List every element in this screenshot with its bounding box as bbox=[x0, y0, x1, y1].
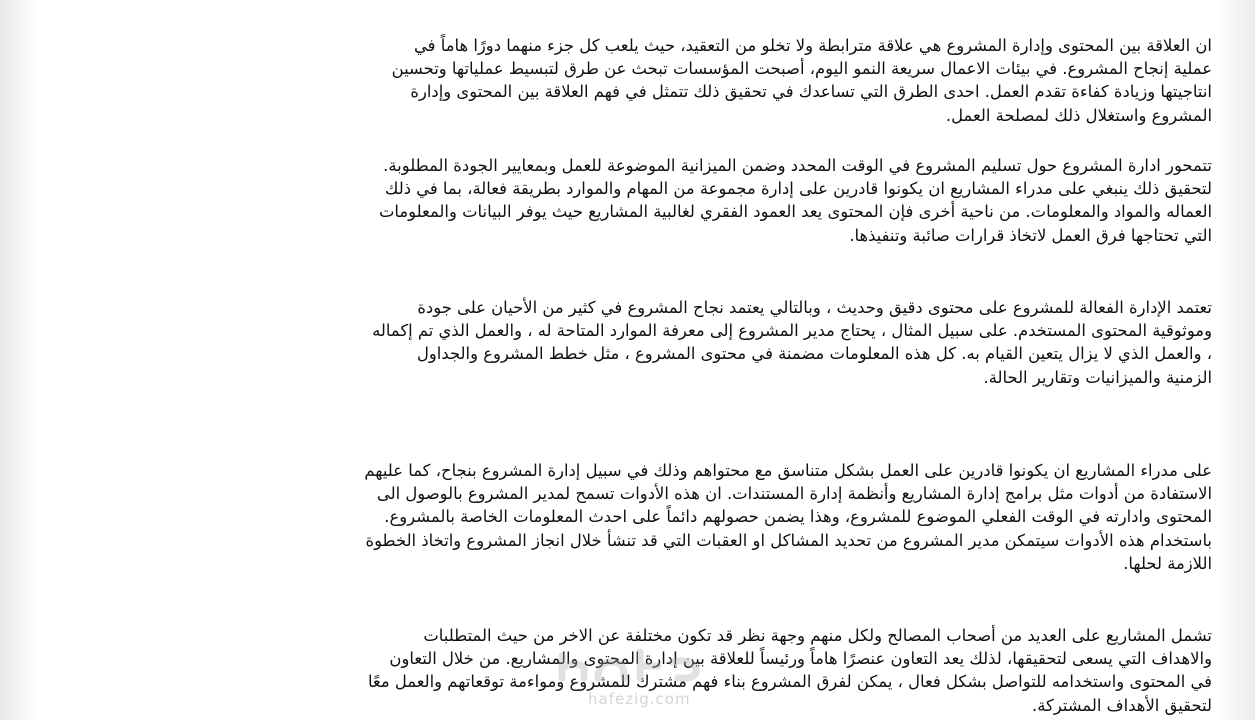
paragraph-1 bbox=[92, 34, 1212, 127]
paragraph-line: عملية إنجاح المشروع. في بيئات الاعمال سريعة النمو اليوم، أصبحت المؤسسات تبحث عن طرق لتبسيط عملياتها وتحسين bbox=[391, 59, 1212, 79]
paragraph-2 bbox=[92, 154, 1212, 247]
paragraph-line: تتمحور ادارة المشروع حول تسليم المشروع في الوقت المحدد وضمن الميزانية الموضوعة للعمل وبمعايير الجودة المطلوبة. bbox=[383, 156, 1212, 175]
paragraph-line: ان العلاقة بين المحتوى وإدارة المشروع هي علاقة مترابطة ولا تخلو من التعقيد، حيث يلعب كل جزء منهما دورًا هاماً في bbox=[414, 36, 1212, 55]
paragraph-line: باستخدام هذه الأدوات سيتمكن مدير المشروع من تحديد المشاكل او العقبات التي قد تنشأ خلال انجاز المشروع واتخاذ الخطوة bbox=[365, 530, 1212, 550]
paragraph-line: في المحتوى واستخدامه للتواصل بشكل فعال ، يمكن لفرق المشروع بناء فهم مشترك للمشروع ومواءمة توقعاتهم والعمل معًا bbox=[367, 672, 1212, 692]
paragraph-line: ، والعمل الذي لا يزال يتعين القيام به. كل هذه المعلومات مضمنة في محتوى المشروع ، مثل خطط المشروع والجداول bbox=[416, 344, 1212, 364]
paragraph-line: الاستفادة من أدوات مثل برامج إدارة المشاريع وأنظمة إدارة المستندات. ان هذه الأدوات تسمح لمدير المشروع بالوصول الى bbox=[376, 484, 1212, 504]
paragraph-line: وموثوقية المحتوى المستخدم. على سبيل المثال ، يحتاج مدير المشروع إلى معرفة الموارد المتاحة له ، والعمل الذي تم إكماله bbox=[372, 321, 1212, 341]
paragraph-line: التي تحتاجها فرق العمل لاتخاذ قرارات صائبة وتنفيذها. bbox=[849, 225, 1212, 245]
paragraph-line: لتحقيق الأهداف المشتركة. bbox=[1032, 695, 1212, 715]
paragraph-3 bbox=[92, 296, 1212, 389]
paragraph-line: اللازمة لحلها. bbox=[1123, 553, 1212, 573]
paragraph-line: والاهداف التي يسعى لتحقيقها، لذلك يعد التعاون عنصرًا هاماً ورئيساً للعلاقة بين إدارة المحتوى والمشاريع. من خلال التعاون bbox=[389, 649, 1212, 669]
paragraph-line: لتحقيق ذلك ينبغي على مدراء المشاريع ان يكونوا قادرين على إدارة مجموعة من المهام والموارد بطريقة فعالة، بما في ذلك bbox=[384, 179, 1212, 199]
paragraph-line: تشمل المشاريع على العديد من أصحاب المصالح ولكل منهم وجهة نظر قد تكون مختلفة عن الاخر من حيث المتطلبات bbox=[423, 626, 1212, 645]
paragraph-line: انتاجيتها وزيادة كفاءة تقدم العمل. احدى الطرق التي تساعدك في تحقيق ذلك تتمثل في فهم العلاقة بين المحتوى وإدارة bbox=[410, 82, 1212, 102]
paragraph-4 bbox=[92, 459, 1212, 575]
paragraph-line: المشروع واستغلال ذلك لمصلحة العمل. bbox=[945, 105, 1212, 125]
watermark-text: hafezig.com bbox=[588, 690, 691, 708]
paragraph-line: على مدراء المشاريع ان يكونوا قادرين على العمل بشكل متناسق مع محتواهم وذلك في سبيل إدارة المشروع بنجاح، كما عليهم bbox=[364, 461, 1212, 480]
paragraph-line: تعتمد الإدارة الفعالة للمشروع على محتوى دقيق وحديث ، وبالتالي يعتمد نجاح المشروع في كثير من الأحيان على جودة bbox=[417, 298, 1212, 317]
paragraph-line: العماله والمواد والمعلومات. من ناحية أخرى فإن المحتوى يعد العمود الفقري لغالبية المشاريع حيث يوفر البيانات والمعلومات bbox=[378, 202, 1212, 222]
paragraph-line: المحتوى وادارته في الوقت الفعلي الموضوع للمشروع، وهذا يضمن حصولهم دائماً على احدث المعلومات الخاصة بالمشروع. bbox=[384, 507, 1212, 527]
paragraph-5 bbox=[92, 624, 1212, 717]
paragraph-line: الزمنية والميزانيات وتقارير الحالة. bbox=[983, 367, 1212, 387]
